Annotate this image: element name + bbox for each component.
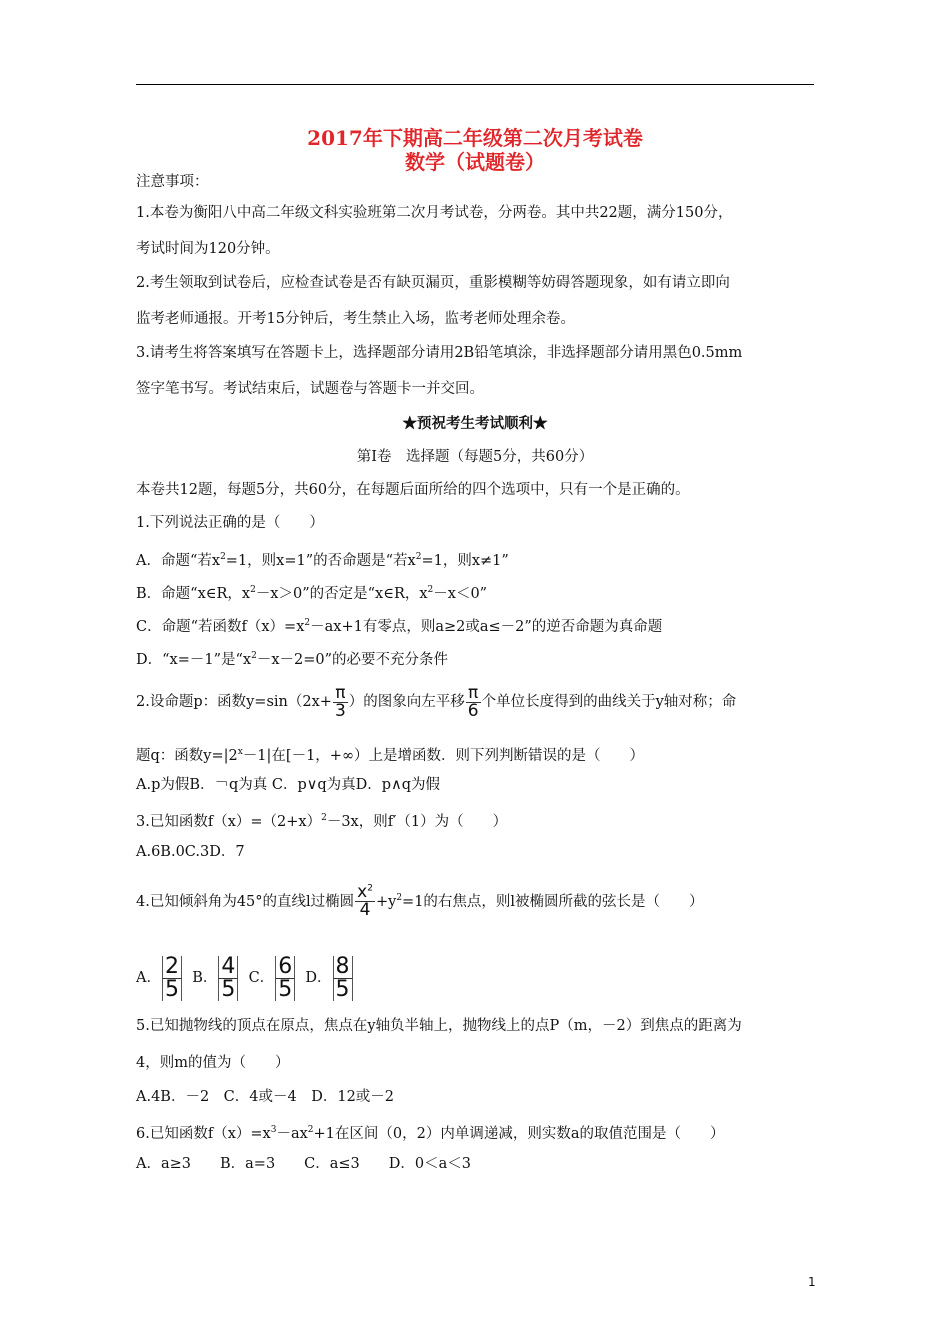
- q1-option-d: D．“x=－1”是“$x^2-x-2=0$”的必要不充分条件: [136, 651, 449, 668]
- fraction-option-b: $\frac{4}{5}$: [218, 956, 238, 1001]
- fraction-option-a: $\frac{2}{5}$: [162, 956, 182, 1001]
- q1-option-b: B．命题“x∈R，$x^2-x>0$”的否定是“x∈R，$x^2-x<0$”: [136, 585, 488, 602]
- exam-subtitle: 数学（试题卷）: [405, 150, 545, 174]
- fraction-pi-over-6: $\frac{\pi}{6}$: [467, 682, 479, 721]
- fraction-option-c: $\frac{6}{5}$: [275, 956, 295, 1001]
- top-rule: [136, 84, 814, 85]
- q6-stem: 6.已知函数$f(x)=x^3-ax^2+1$在区间（0，2）内单调递减，则实数a的取值范围是（ ）: [136, 1125, 725, 1142]
- q1-option-a: A．命题“若$x^2=1$，则x=1”的否命题是“若$x^2=1$，则x≠1”: [136, 552, 509, 569]
- note-line: 1.本卷为衡阳八中高二年级文科实验班第二次月考试卷，分两卷。其中共22题，满分150分，: [136, 205, 733, 221]
- q5-stem-line2: 4，则m的值为（ ）: [136, 1055, 290, 1071]
- q5-stem: 5.已知抛物线的顶点在原点，焦点在y轴负半轴上，抛物线上的点P（m，－2）到焦点的距离为: [136, 1018, 742, 1034]
- fraction-pi-over-3: $\frac{\pi}{3}$: [334, 682, 346, 721]
- section-title: 第Ⅰ卷 选择题（每题5分，共60分）: [356, 449, 594, 465]
- q2-options: A.p为假B．￢q为真 C．p∨q为真D．p∧q为假: [136, 777, 440, 793]
- note-line: 3.请考生将答案填写在答题卡上，选择题部分请用2B铅笔填涂，非选择题部分请用黑色0.5mm: [136, 345, 743, 361]
- q2-stem-line2: 题q：函数$y=|2^x-1|$在[－1，+∞）上是增函数．则下列判断错误的是（ ）: [136, 747, 645, 764]
- page-number: 1: [808, 1275, 816, 1289]
- fraction-x2-over-4: $\frac{x^2}{4}$: [357, 882, 373, 921]
- q1-option-c: C．命题“若函数$f(x)=x^2-ax+1$有零点，则a≥2或a≤－2”的逆否命题为真命题: [136, 618, 663, 635]
- q2-stem: 2.设命题p：函数y=sin（2x+ $\frac{\pi}{3}$ ）的图象向左平移 $\frac{\pi}{6}$ 个单位长度得到的曲线关于y轴对称；命: [136, 682, 737, 721]
- fraction-option-d: $\frac{8}{5}$: [333, 956, 353, 1001]
- blessing: ★预祝考生考试顺利★: [402, 415, 548, 432]
- q4-stem: 4.已知倾斜角为45°的直线l过椭圆 $\frac{x^2}{4}$ $+y^2=1$的右焦点，则l被椭圆所截的弦长是（ ）: [136, 882, 704, 921]
- q6-options: A．a≥3 B．a=3 C．a≤3 D．0＜a＜3: [136, 1156, 471, 1172]
- q4-options: A． $\frac{2}{5}$ B． $\frac{4}{5}$ C． $\frac{6}{5}$ D． $\frac{8}{5}$: [136, 955, 354, 1001]
- section-intro: 本卷共12题，每题5分，共60分，在每题后面所给的四个选项中，只有一个是正确的。: [136, 482, 690, 498]
- notes-heading: 注意事项：: [136, 174, 209, 190]
- note-line: 监考老师通报。开考15分钟后，考生禁止入场，监考老师处理余卷。: [136, 311, 575, 327]
- exam-title: 2017年下期高二年级第二次月考试卷: [307, 126, 643, 150]
- q5-options: A.4B．－2 C．4或－4 D．12或－2: [136, 1089, 395, 1105]
- q3-options: A.6B.0C.3D．7: [136, 844, 245, 860]
- note-line: 考试时间为120分钟。: [136, 241, 280, 257]
- q3-stem: 3.已知函数$f(x)=(2+x)^2-3x$，则f′（1）为（ ）: [136, 813, 508, 830]
- note-line: 2.考生领取到试卷后，应检查试卷是否有缺页漏页，重影模糊等妨碍答题现象，如有请立即向: [136, 275, 730, 291]
- note-line: 签字笔书写。考试结束后，试题卷与答题卡一并交回。: [136, 381, 484, 397]
- q1-stem: 1.下列说法正确的是（ ）: [136, 515, 324, 531]
